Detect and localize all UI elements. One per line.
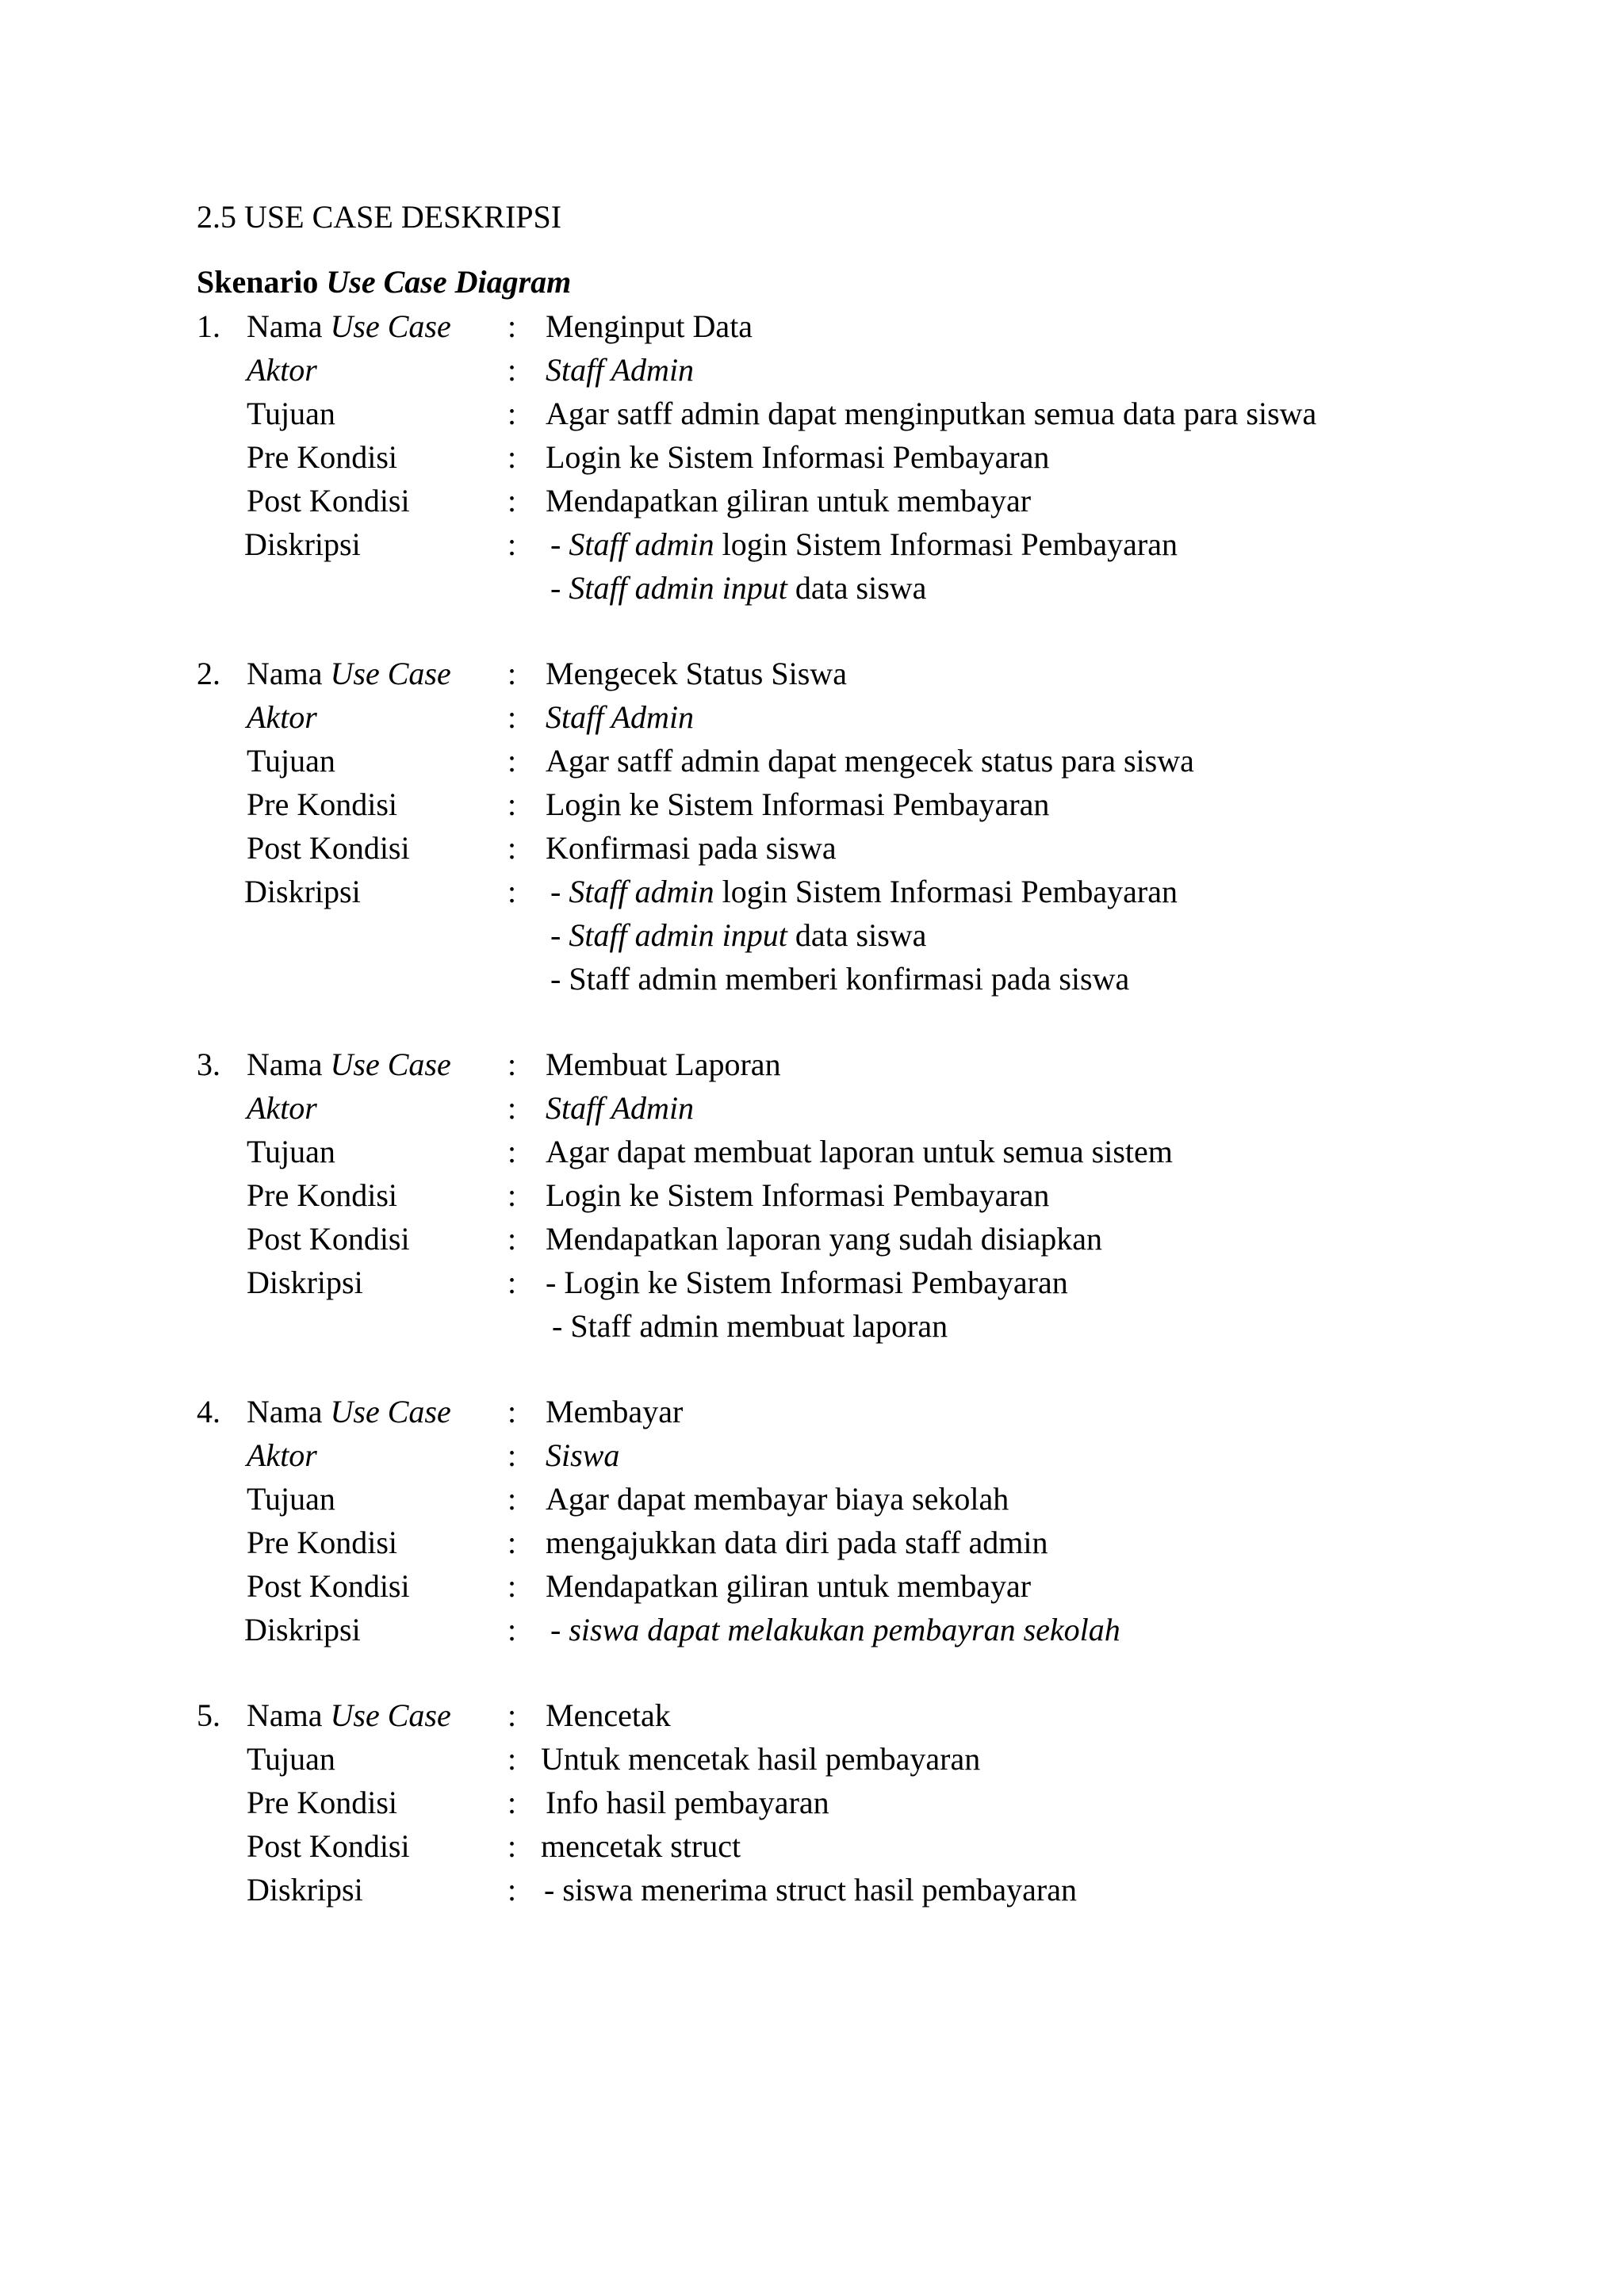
use-case-name-value: Menginput Data xyxy=(546,308,753,344)
description-label: Diskripsi xyxy=(247,1265,363,1300)
goal-label: Tujuan xyxy=(247,1741,335,1777)
colon: : xyxy=(508,439,517,475)
precondition-value: Login ke Sistem Informasi Pembayaran xyxy=(546,786,1050,822)
actor-label-text: Aktor xyxy=(247,1090,317,1126)
colon: : xyxy=(508,656,517,691)
use-case-name-value: Mengecek Status Siswa xyxy=(546,656,847,691)
colon: : xyxy=(508,743,517,779)
precondition-row xyxy=(0,1784,1624,1827)
postcondition-label: Post Kondisi xyxy=(247,1568,410,1604)
actor-value: Staff Admin xyxy=(546,1090,695,1126)
use-case-name-value: Mencetak xyxy=(546,1697,671,1733)
postcondition-value: mencetak struct xyxy=(541,1828,741,1864)
postcondition-row xyxy=(0,1220,1624,1264)
use-case-number: 4. xyxy=(197,1394,220,1429)
colon: : xyxy=(508,1828,517,1864)
actor-value: Staff Admin xyxy=(546,699,695,735)
postcondition-row xyxy=(0,482,1624,526)
postcondition-value: Mendapatkan laporan yang sudah disiapkan xyxy=(546,1221,1103,1257)
colon: : xyxy=(508,786,517,822)
postcondition-label: Post Kondisi xyxy=(247,1828,410,1864)
name-label xyxy=(247,1046,451,1084)
name-label xyxy=(247,655,451,693)
name-label-prefix: Nama xyxy=(247,308,331,344)
precondition-value: Info hasil pembayaran xyxy=(546,1785,829,1820)
precondition-label: Pre Kondisi xyxy=(247,786,397,822)
colon: : xyxy=(508,1221,517,1257)
description-row xyxy=(0,526,1624,569)
description-item xyxy=(544,1871,1077,1909)
description-label: Diskripsi xyxy=(247,1872,363,1908)
actor-label-text: Aktor xyxy=(247,1437,317,1473)
use-case-name-row xyxy=(0,1046,1624,1089)
description-dash: - xyxy=(550,874,569,909)
description-text: data siswa xyxy=(787,570,927,606)
colon: : xyxy=(508,1612,517,1647)
use-case-name-value: Membuat Laporan xyxy=(546,1047,781,1082)
name-label-italic: Use Case xyxy=(330,308,451,344)
actor-label xyxy=(247,698,317,737)
description-label: Diskripsi xyxy=(244,1612,361,1647)
goal-value: Agar satff admin dapat mengecek status para siswa xyxy=(546,743,1194,779)
colon: : xyxy=(508,874,517,909)
colon: : xyxy=(508,396,517,431)
colon: : xyxy=(508,1437,517,1473)
actor-row xyxy=(0,1437,1624,1480)
colon: : xyxy=(508,699,517,735)
description-dash: - xyxy=(550,917,569,953)
actor-row xyxy=(0,351,1624,395)
precondition-row xyxy=(0,1524,1624,1567)
name-label-italic: Use Case xyxy=(330,1394,451,1429)
precondition-value: Login ke Sistem Informasi Pembayaran xyxy=(546,1177,1050,1213)
name-label-italic: Use Case xyxy=(330,1047,451,1082)
use-case-name-row xyxy=(0,308,1624,351)
goal-row xyxy=(0,1480,1624,1524)
description-italic: Staff admin xyxy=(569,526,714,562)
goal-row xyxy=(0,395,1624,438)
actor-label xyxy=(247,1437,317,1475)
name-label-prefix: Nama xyxy=(247,1047,331,1082)
postcondition-label: Post Kondisi xyxy=(247,830,410,866)
precondition-label: Pre Kondisi xyxy=(247,1525,397,1560)
description-dash: - xyxy=(550,526,569,562)
colon: : xyxy=(508,1394,517,1429)
description-italic: Staff admin input xyxy=(569,570,787,606)
description-text: login Sistem Informasi Pembayaran xyxy=(714,874,1178,909)
description-item xyxy=(546,1264,1068,1302)
colon: : xyxy=(508,483,517,519)
precondition-row xyxy=(0,786,1624,829)
colon: : xyxy=(508,308,517,344)
actor-label xyxy=(247,351,317,389)
colon: : xyxy=(508,1741,517,1777)
colon: : xyxy=(508,1134,517,1169)
description-dash: - xyxy=(550,961,569,997)
use-case-3 xyxy=(0,1046,1624,1351)
postcondition-value: Mendapatkan giliran untuk membayar xyxy=(546,1568,1032,1604)
description-text: data siswa xyxy=(787,917,927,953)
description-dash: - xyxy=(550,570,569,606)
name-label-italic: Use Case xyxy=(330,1697,451,1733)
description-item xyxy=(550,873,1178,911)
postcondition-label: Post Kondisi xyxy=(247,1221,410,1257)
scenario-heading-italic: Use Case Diagram xyxy=(326,264,572,300)
description-row xyxy=(0,873,1624,916)
precondition-label: Pre Kondisi xyxy=(247,1785,397,1820)
colon: : xyxy=(508,830,517,866)
use-case-number: 3. xyxy=(197,1047,220,1082)
description-dash: - xyxy=(552,1308,571,1344)
description-italic: Staff admin input xyxy=(569,917,787,953)
actor-label xyxy=(247,1089,317,1127)
goal-value: Agar dapat membuat laporan untuk semua sistem xyxy=(546,1134,1173,1169)
goal-label: Tujuan xyxy=(247,1481,335,1517)
description-text: siswa menerima struct hasil pembayaran xyxy=(562,1872,1077,1908)
use-case-1 xyxy=(0,308,1624,613)
precondition-value: Login ke Sistem Informasi Pembayaran xyxy=(546,439,1050,475)
goal-value: Agar satff admin dapat menginputkan semua data para siswa xyxy=(546,396,1317,431)
goal-label: Tujuan xyxy=(247,1134,335,1169)
precondition-label: Pre Kondisi xyxy=(247,1177,397,1213)
colon: : xyxy=(508,1177,517,1213)
precondition-value: mengajukkan data diri pada staff admin xyxy=(546,1525,1048,1560)
colon: : xyxy=(508,1047,517,1082)
colon: : xyxy=(508,352,517,388)
colon: : xyxy=(508,1872,517,1908)
use-case-5 xyxy=(0,1697,1624,1915)
scenario-heading-prefix: Skenario xyxy=(197,264,327,300)
description-text: login Sistem Informasi Pembayaran xyxy=(714,526,1178,562)
use-case-number: 2. xyxy=(197,656,220,691)
description-italic: Staff admin xyxy=(569,874,714,909)
description-item xyxy=(550,960,1129,998)
postcondition-value: Konfirmasi pada siswa xyxy=(546,830,837,866)
postcondition-row xyxy=(0,1567,1624,1611)
goal-row xyxy=(0,1740,1624,1784)
use-case-name-row xyxy=(0,1393,1624,1437)
postcondition-row xyxy=(0,829,1624,873)
actor-value: Staff Admin xyxy=(546,352,695,388)
colon: : xyxy=(508,526,517,562)
name-label-prefix: Nama xyxy=(247,656,331,691)
use-case-name-row xyxy=(0,655,1624,698)
description-label: Diskripsi xyxy=(244,526,361,562)
colon: : xyxy=(508,1697,517,1733)
description-continuation-row xyxy=(0,960,1624,1004)
description-text: Login ke Sistem Informasi Pembayaran xyxy=(564,1265,1068,1300)
description-text: Staff admin membuat laporan xyxy=(570,1308,948,1344)
postcondition-label: Post Kondisi xyxy=(247,483,410,519)
precondition-row xyxy=(0,1177,1624,1220)
scenario-heading xyxy=(197,263,571,301)
name-label-prefix: Nama xyxy=(247,1394,331,1429)
description-continuation-row xyxy=(0,916,1624,960)
section-title: 2.5 USE CASE DESKRIPSI xyxy=(197,199,562,235)
description-row xyxy=(0,1264,1624,1307)
name-label-italic: Use Case xyxy=(330,656,451,691)
use-case-name-row xyxy=(0,1697,1624,1740)
description-item xyxy=(550,1611,1120,1649)
description-item xyxy=(552,1307,948,1345)
description-row xyxy=(0,1611,1624,1655)
description-item xyxy=(550,916,926,955)
precondition-label: Pre Kondisi xyxy=(247,439,397,475)
description-row xyxy=(0,1871,1624,1915)
name-label xyxy=(247,1393,451,1431)
colon: : xyxy=(508,1568,517,1604)
description-italic: siswa dapat melakukan pembayran sekolah xyxy=(569,1612,1120,1647)
name-label-prefix: Nama xyxy=(247,1697,331,1733)
colon: : xyxy=(508,1525,517,1560)
actor-row xyxy=(0,698,1624,742)
description-text: Staff admin memberi konfirmasi pada siswa xyxy=(569,961,1130,997)
description-dash: - xyxy=(544,1872,563,1908)
description-item xyxy=(550,526,1178,564)
use-case-number: 5. xyxy=(197,1697,220,1733)
goal-row xyxy=(0,742,1624,786)
precondition-row xyxy=(0,438,1624,482)
description-dash: - xyxy=(546,1265,565,1300)
name-label xyxy=(247,1697,451,1735)
use-case-2 xyxy=(0,655,1624,1004)
goal-label: Tujuan xyxy=(247,396,335,431)
postcondition-value: Mendapatkan giliran untuk membayar xyxy=(546,483,1032,519)
description-label: Diskripsi xyxy=(244,874,361,909)
actor-label-text: Aktor xyxy=(247,352,317,388)
description-continuation-row xyxy=(0,1307,1624,1351)
goal-label: Tujuan xyxy=(247,743,335,779)
goal-value: Untuk mencetak hasil pembayaran xyxy=(541,1741,981,1777)
use-case-number: 1. xyxy=(197,308,220,344)
goal-row xyxy=(0,1133,1624,1177)
actor-value: Siswa xyxy=(546,1437,620,1473)
colon: : xyxy=(508,1481,517,1517)
name-label xyxy=(247,308,451,346)
colon: : xyxy=(508,1785,517,1820)
colon: : xyxy=(508,1265,517,1300)
description-continuation-row xyxy=(0,569,1624,613)
colon: : xyxy=(508,1090,517,1126)
use-case-name-value: Membayar xyxy=(546,1394,684,1429)
postcondition-row xyxy=(0,1827,1624,1871)
goal-value: Agar dapat membayar biaya sekolah xyxy=(546,1481,1009,1517)
description-dash: - xyxy=(550,1612,569,1647)
description-item xyxy=(550,569,926,607)
actor-row xyxy=(0,1089,1624,1133)
use-case-4 xyxy=(0,1393,1624,1655)
actor-label-text: Aktor xyxy=(247,699,317,735)
